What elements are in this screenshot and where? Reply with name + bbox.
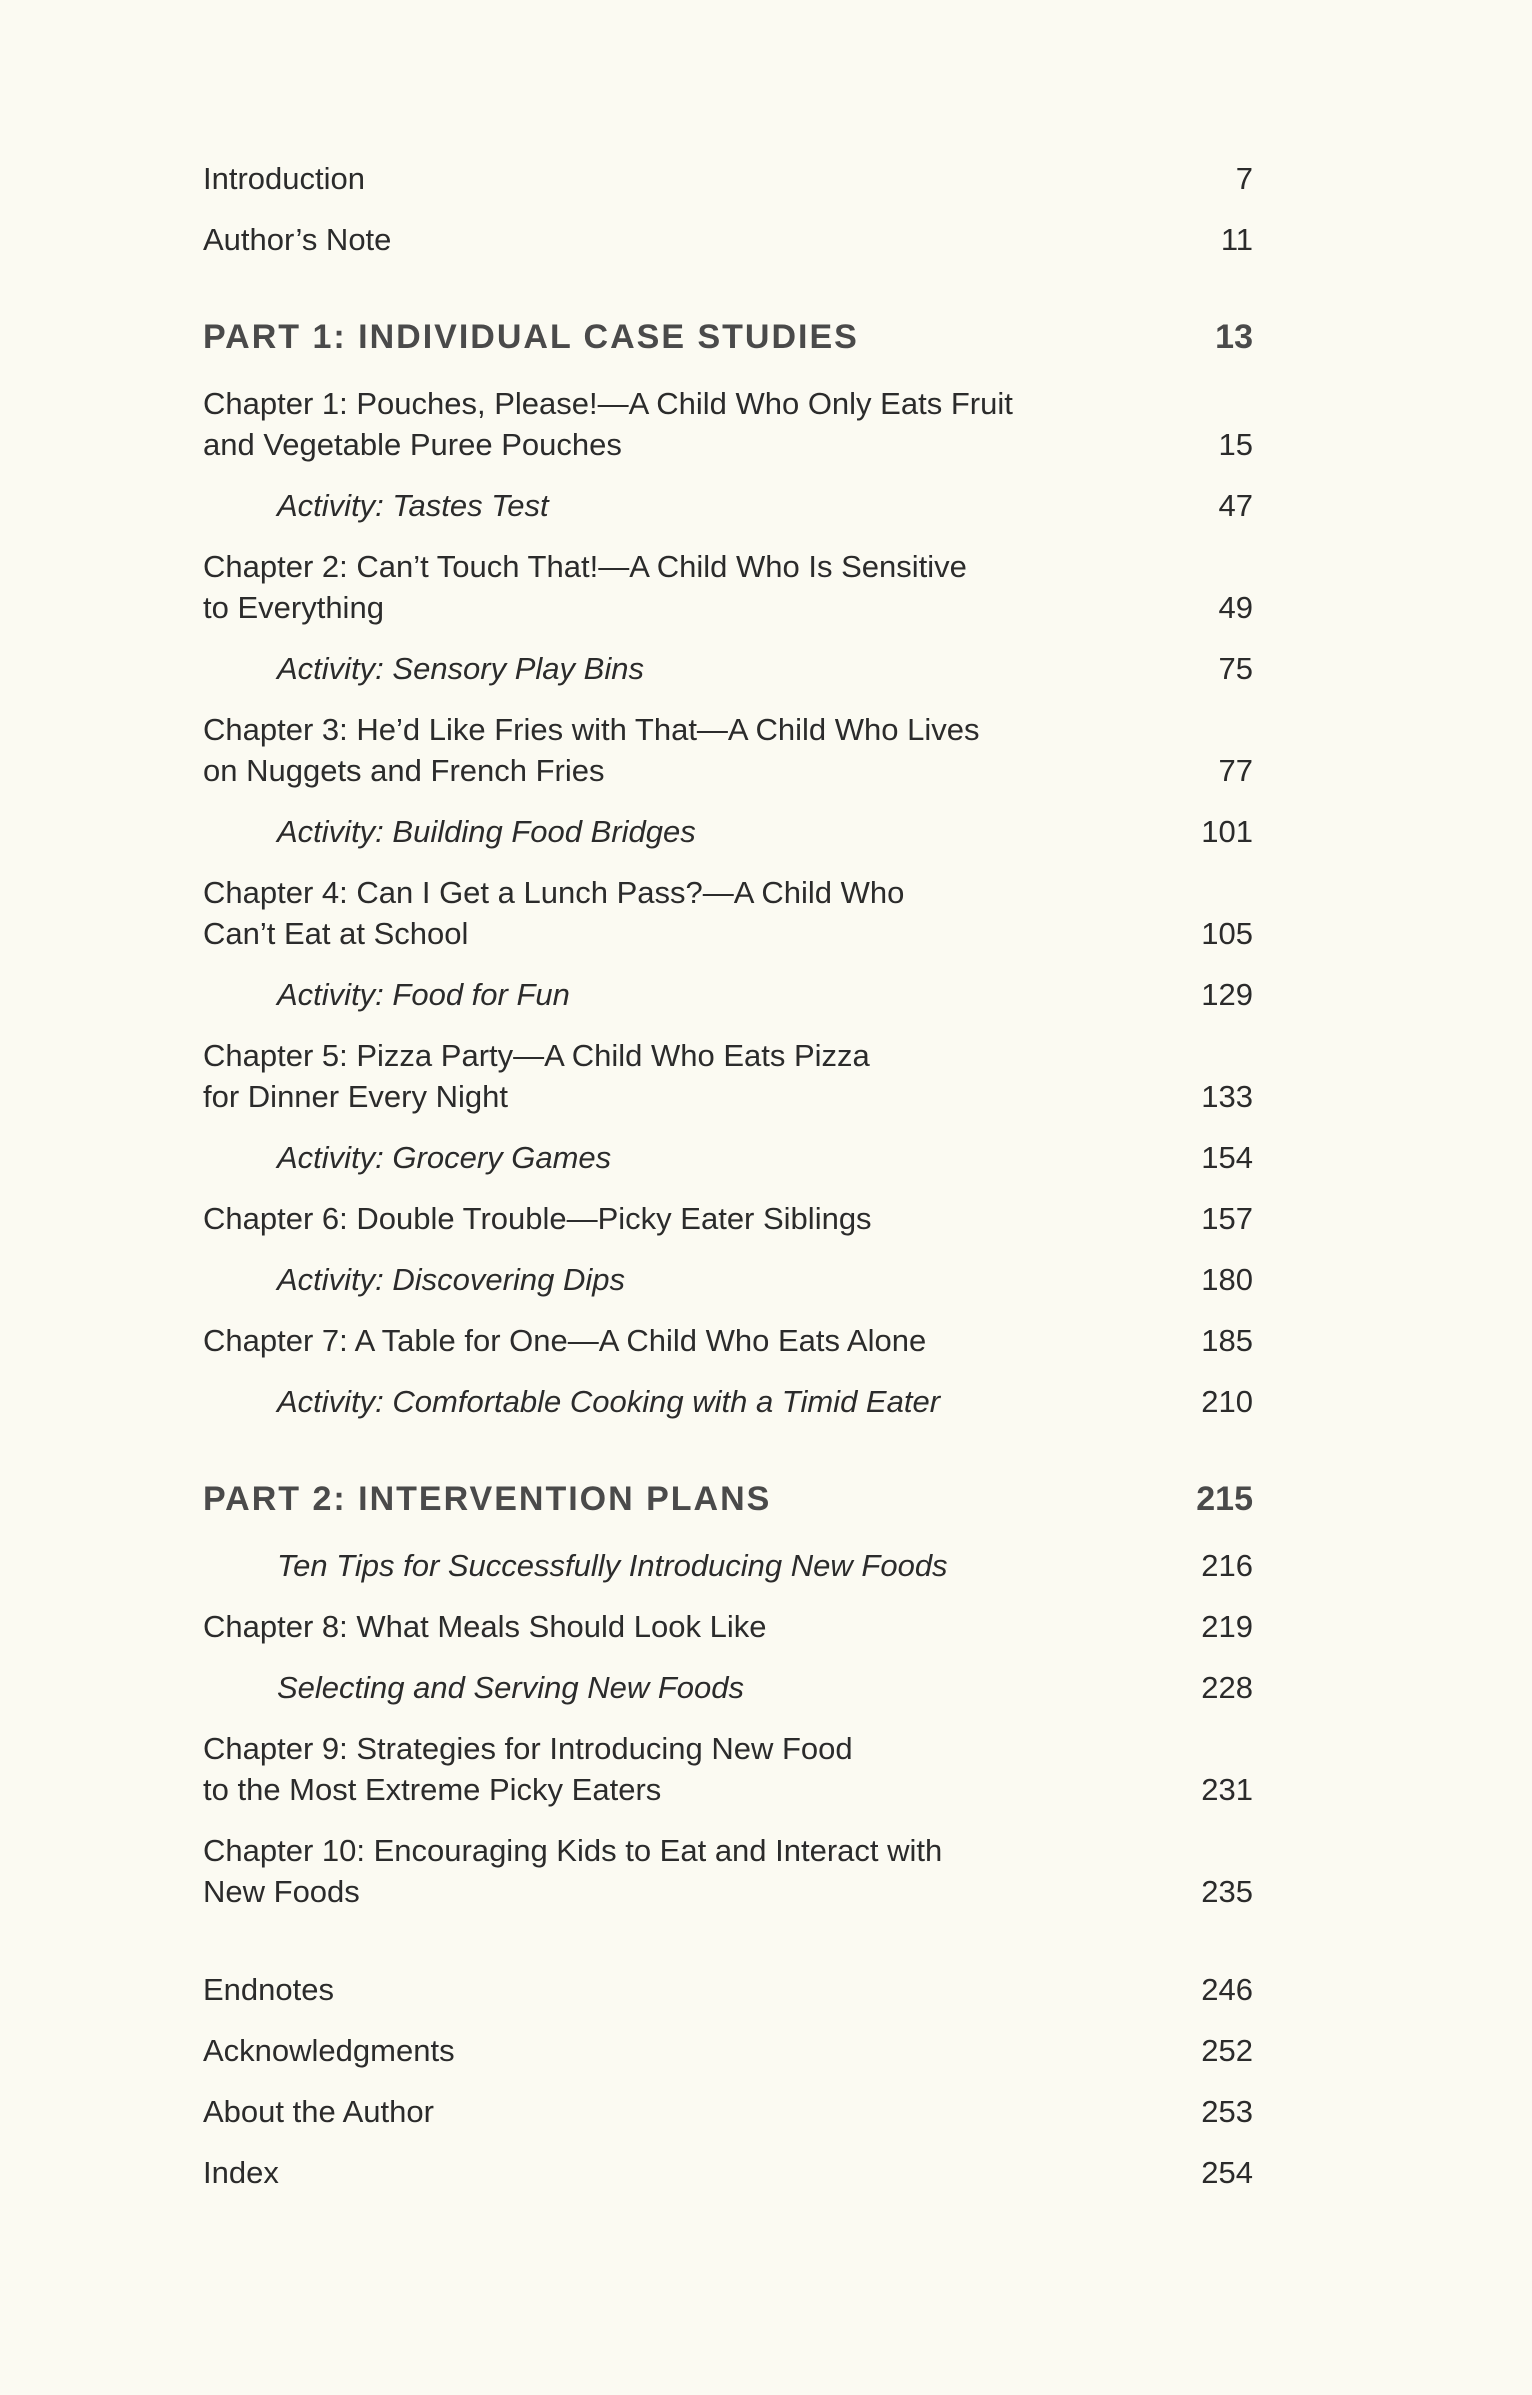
entry-title-line: Activity: Building Food Bridges — [277, 814, 696, 849]
entry-title — [203, 219, 1253, 260]
entry-title — [203, 709, 1253, 791]
entry-title-line: Activity: Sensory Play Bins — [277, 651, 644, 686]
entry-title — [203, 974, 1253, 1015]
chapter-entry — [203, 1198, 1253, 1239]
activity-entry — [203, 485, 1253, 526]
entry-page-number: 228 — [1201, 1670, 1253, 1705]
entry-title-line: Chapter 6: Double Trouble—Picky Eater Siblings — [203, 1201, 872, 1236]
back-matter-entry — [203, 1969, 1253, 2010]
entry-page-number: 180 — [1201, 1262, 1253, 1297]
entry-title-line: and Vegetable Puree Pouches — [203, 427, 622, 462]
entry-title-line: Chapter 7: A Table for One—A Child Who Eats Alone — [203, 1323, 927, 1358]
entry-title — [203, 1667, 1253, 1708]
entry-title-line: Introduction — [203, 161, 365, 196]
entry-title — [203, 1969, 1253, 2010]
entry-page-number: 11 — [1220, 222, 1253, 257]
entry-title-line: Activity: Tastes Test — [277, 488, 549, 523]
chapter-entry — [203, 709, 1253, 791]
entry-title — [203, 1606, 1253, 1647]
chapter-entry — [203, 1320, 1253, 1361]
entry-page-number: 47 — [1218, 488, 1253, 523]
entry-title-line: for Dinner Every Night — [203, 1079, 508, 1114]
entry-title — [203, 872, 1253, 954]
entry-title-line: Chapter 1: Pouches, Please!—A Child Who Only Eats Fruit — [203, 386, 1013, 421]
chapter-entry — [203, 1035, 1253, 1117]
chapter-entry — [203, 1606, 1253, 1647]
part-heading — [203, 1479, 1253, 1520]
activity-entry — [203, 811, 1253, 852]
entry-title-line: Index — [203, 2155, 279, 2190]
entry-title — [203, 1381, 1253, 1422]
front-matter-entry — [203, 219, 1253, 260]
entry-title — [203, 1830, 1253, 1912]
part-title: PART 2: INTERVENTION PLANS — [203, 1480, 772, 1518]
entry-title — [203, 1137, 1253, 1178]
back-matter-entry — [203, 2030, 1253, 2071]
entry-title-line: Chapter 2: Can’t Touch That!—A Child Who Is Sensitive — [203, 549, 967, 584]
entry-title — [203, 485, 1253, 526]
part-page-number: 215 — [1196, 1480, 1253, 1518]
entry-page-number: 133 — [1201, 1079, 1253, 1114]
entry-title — [203, 2030, 1253, 2071]
entry-page-number: 15 — [1218, 427, 1253, 462]
entry-title-line: Author’s Note — [203, 222, 392, 257]
entry-title-line: Activity: Food for Fun — [277, 977, 570, 1012]
entry-page-number: 246 — [1201, 1972, 1253, 2007]
entry-title-line: Endnotes — [203, 1972, 334, 2007]
entry-page-number: 253 — [1201, 2094, 1253, 2129]
entry-title-line: Can’t Eat at School — [203, 916, 469, 951]
entry-page-number: 7 — [1235, 161, 1253, 196]
entry-title — [203, 1545, 1253, 1586]
entry-page-number: 235 — [1201, 1874, 1253, 1909]
activity-entry — [203, 648, 1253, 689]
entry-title-line: to the Most Extreme Picky Eaters — [203, 1772, 662, 1807]
table-of-contents — [203, 158, 1253, 2213]
part-title: PART 1: INDIVIDUAL CASE STUDIES — [203, 318, 859, 356]
entry-title-line: Acknowledgments — [203, 2033, 455, 2068]
entry-title-line: Ten Tips for Successfully Introducing New Foods — [277, 1548, 948, 1583]
chapter-entry — [203, 872, 1253, 954]
front-matter-entry — [203, 158, 1253, 199]
entry-title — [203, 1320, 1253, 1361]
entry-title — [203, 1259, 1253, 1300]
entry-title — [203, 1198, 1253, 1239]
entry-page-number: 216 — [1201, 1548, 1253, 1583]
chapter-entry — [203, 1728, 1253, 1810]
activity-entry — [203, 1137, 1253, 1178]
entry-title — [203, 1035, 1253, 1117]
entry-title — [203, 648, 1253, 689]
entry-title-line: on Nuggets and French Fries — [203, 753, 605, 788]
entry-title-line: Chapter 9: Strategies for Introducing New Food — [203, 1731, 853, 1766]
entry-page-number: 129 — [1201, 977, 1253, 1012]
chapter-entry — [203, 546, 1253, 628]
entry-page-number: 49 — [1218, 590, 1253, 625]
entry-title — [203, 811, 1253, 852]
entry-title — [203, 1728, 1253, 1810]
chapter-entry — [203, 1830, 1253, 1912]
entry-title-line: Selecting and Serving New Foods — [277, 1670, 744, 1705]
entry-title — [203, 2152, 1253, 2193]
entry-page-number: 185 — [1201, 1323, 1253, 1358]
entry-title-line: Activity: Discovering Dips — [277, 1262, 625, 1297]
entry-page-number: 101 — [1201, 814, 1253, 849]
entry-page-number: 75 — [1218, 651, 1253, 686]
entry-page-number: 231 — [1201, 1772, 1253, 1807]
entry-title-line: to Everything — [203, 590, 384, 625]
entry-title-line: Activity: Grocery Games — [277, 1140, 612, 1175]
entry-title-line: Chapter 3: He’d Like Fries with That—A Child Who Lives — [203, 712, 980, 747]
entry-title-line: Activity: Comfortable Cooking with a Timid Eater — [277, 1384, 941, 1419]
entry-title — [203, 158, 1253, 199]
entry-page-number: 77 — [1218, 753, 1253, 788]
activity-entry — [203, 974, 1253, 1015]
activity-entry — [203, 1545, 1253, 1586]
activity-entry — [203, 1259, 1253, 1300]
entry-title-line: About the Author — [203, 2094, 434, 2129]
entry-title-line: Chapter 4: Can I Get a Lunch Pass?—A Child Who — [203, 875, 905, 910]
entry-title-line: New Foods — [203, 1874, 360, 1909]
part-heading — [203, 317, 1253, 358]
back-matter-entry — [203, 2091, 1253, 2132]
entry-title — [203, 2091, 1253, 2132]
entry-page-number: 154 — [1201, 1140, 1253, 1175]
entry-title-line: Chapter 8: What Meals Should Look Like — [203, 1609, 767, 1644]
entry-page-number: 252 — [1201, 2033, 1253, 2068]
activity-entry — [203, 1381, 1253, 1422]
entry-page-number: 105 — [1201, 916, 1253, 951]
activity-entry — [203, 1667, 1253, 1708]
chapter-entry — [203, 383, 1253, 465]
entry-title — [203, 383, 1253, 465]
part-page-number: 13 — [1215, 318, 1253, 356]
entry-page-number: 210 — [1201, 1384, 1253, 1419]
entry-page-number: 219 — [1201, 1609, 1253, 1644]
back-matter-entry — [203, 2152, 1253, 2193]
entry-page-number: 157 — [1201, 1201, 1253, 1236]
entry-title-line: Chapter 5: Pizza Party—A Child Who Eats Pizza — [203, 1038, 870, 1073]
entry-page-number: 254 — [1201, 2155, 1253, 2190]
entry-title-line: Chapter 10: Encouraging Kids to Eat and Interact with — [203, 1833, 943, 1868]
entry-title — [203, 546, 1253, 628]
